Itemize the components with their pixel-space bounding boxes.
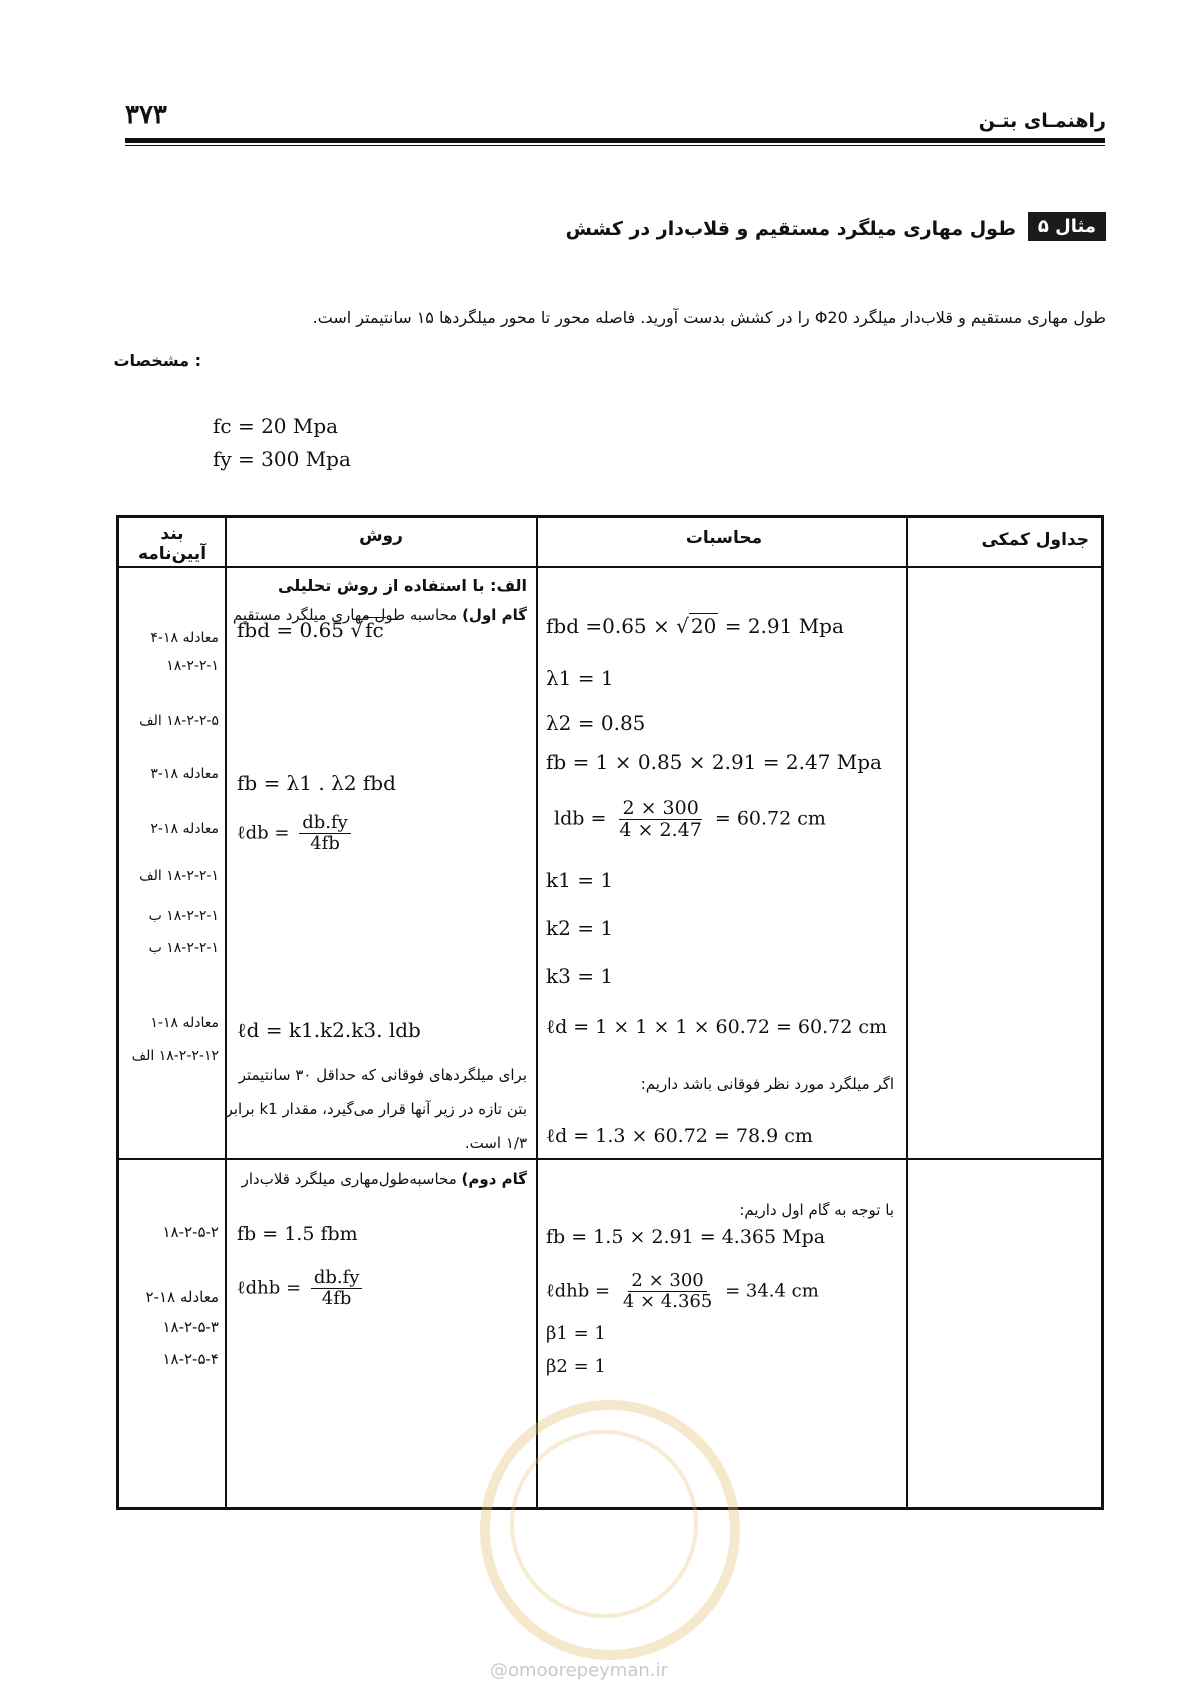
calc-beta1: β1 = 1 [546,1323,606,1344]
ldb-denominator: 4fb [310,832,340,854]
calc-ldb-numerator: 2 × 300 [619,798,701,820]
calc-ldb [554,798,826,841]
code-ref: معادله ۱۸-۲ [150,821,219,837]
example-title: طول مهاری میلگرد مستقیم و قلاب‌دار در کشش [565,218,1016,240]
code-ref: ۱۸-۲-۲-۱ ب [148,940,219,956]
fbd-radicand: fc [365,618,384,642]
calc-ldhb-denominator: 4 × 4.365 [622,1290,713,1312]
header-code-clause: بند آیین‌نامه [137,524,207,564]
ldhb-numerator: db.fy [311,1268,363,1289]
calc-fbd-radicand: 20 [690,614,717,638]
step2-method-ldhb [237,1268,366,1309]
calc-fbd-lhs: fbd =0.65 × [546,614,670,638]
specifications-label: : مشخصات [113,351,201,370]
method-ldb-equation [237,813,355,854]
ldhb-denominator: 4fb [321,1287,352,1309]
step2-calc-fb: fb = 1.5 × 2.91 = 4.365 Mpa [546,1226,826,1248]
problem-statement: طول مهاری مستقیم و قلاب‌دار میلگرد Φ20 را در کشش بدست آورید. فاصله محور تا محور میلگردها ۱۵ سانتیمتر است. [312,308,1106,327]
column-divider [536,518,538,1508]
ldb-lhs: ℓdb = [237,822,290,844]
step2-title [231,1170,527,1188]
calc-ldb-lhs: ldb = [554,807,607,830]
header-method: روش [359,526,403,546]
method-ld-equation: ℓd = k1.k2.k3. ldb [237,1018,421,1042]
calc-k1: k1 = 1 [546,868,614,892]
code-ref: ۱۸-۲-۲-۱ الف [139,868,219,884]
header-calculations: محاسبات [685,528,763,548]
calc-k3: k3 = 1 [546,964,614,988]
example-badge: مثال ۵ [1028,212,1106,241]
watermark-text: @omoorepeyman.ir [490,1660,668,1681]
calc-beta2: β2 = 1 [546,1356,606,1377]
top-bar-note-line: برای میلگردهای فوقانی که حداقل ۳۰ سانتیمتر [238,1066,527,1084]
calc-top-bar-note: اگر میلگرد مورد نظر فوقانی باشد داریم: [640,1075,894,1093]
calc-lambda1: λ1 = 1 [546,666,614,690]
column-divider [906,518,908,1508]
code-ref: معادله ۱۸-۴ [150,630,219,646]
calc-k2: k2 = 1 [546,916,614,940]
calc-lambda2: λ2 = 0.85 [546,711,646,735]
calc-fb: fb = 1 × 0.85 × 2.91 = 2.47 Mpa [546,750,882,774]
code-ref: معادله ۱۸-۳ [150,766,219,782]
code-ref: ۱۸-۲-۵-۲ [162,1223,219,1241]
code-ref: ۱۸-۲-۵-۴ [162,1350,219,1368]
calculation-table [116,515,1104,1510]
calc-fbd-result: = 2.91 Mpa [724,614,844,638]
method-fb-equation: fb = λ1 . λ2 fbd [237,771,396,795]
step2-method-fb: fb = 1.5 fbm [237,1223,358,1245]
calc-ldb-denominator: 4 × 2.47 [619,818,702,841]
header-divider [119,566,1104,568]
header-rule-thin [125,145,1105,146]
calc-ldhb-result: = 34.4 cm [725,1280,819,1302]
ldhb-lhs: ℓdhb = [237,1277,302,1299]
header-aux-tables: جداول کمکی [981,530,1089,550]
code-ref: معادله ۱۸-۱ [150,1015,219,1031]
code-ref: معادله ۱۸-۲ [145,1288,219,1306]
header-rule [125,138,1105,143]
watermark-seal-inner [510,1430,698,1618]
top-bar-note-line: بتن تازه در زیر آنها قرار می‌گیرد، مقدار k1 برابر [225,1100,527,1118]
step2-description: محاسبه‌طول‌مهاری میلگرد قلاب‌دار [241,1170,457,1188]
code-ref: ۱۸-۲-۵-۳ [162,1318,219,1336]
fc-value: fc = 20 Mpa [213,414,339,438]
top-bar-note [225,1058,527,1160]
method-fbd-equation: fbd = 0.65 √ fc [237,618,384,642]
code-ref: ۱۸-۲-۲-۱ ب [148,908,219,924]
calc-ldhb-lhs: ℓdhb = [546,1280,611,1302]
fy-value: fy = 300 Mpa [213,447,351,471]
section-a-title: الف: با استفاده از روش تحلیلی [278,576,527,595]
column-divider [225,518,227,1508]
step2-calc-note: با توجه به گام اول داریم: [739,1201,894,1219]
step1-label: گام اول) [462,606,527,624]
ldb-numerator: db.fy [299,813,351,834]
calc-ldb-result: = 60.72 cm [714,807,826,830]
calc-ldhb-numerator: 2 × 300 [628,1271,706,1292]
fbd-lhs: fbd = 0.65 [237,618,345,642]
code-ref: ۱۸-۲-۲-۱۲ الف [131,1048,219,1064]
code-ref: ۱۸-۲-۲-۵ الف [139,713,219,729]
code-ref: ۱۸-۲-۲-۱ [166,658,219,674]
calc-ld-top: ℓd = 1.3 × 60.72 = 78.9 cm [546,1125,813,1147]
calc-ld: ℓd = 1 × 1 × 1 × 60.72 = 60.72 cm [546,1016,888,1038]
step2-label: گام دوم) [461,1170,527,1188]
page-number: ۳۷۳ [125,100,167,130]
top-bar-note-line: ۱/۳ است. [464,1134,527,1152]
step2-calc-ldhb [546,1271,819,1312]
running-title: راهنمـای بتـن [978,110,1106,132]
step1-description: محاسبه طول مهاری میلگرد مستقیم [232,606,458,624]
calc-fbd: fbd =0.65 × √ 20 = 2.91 Mpa [546,614,844,638]
